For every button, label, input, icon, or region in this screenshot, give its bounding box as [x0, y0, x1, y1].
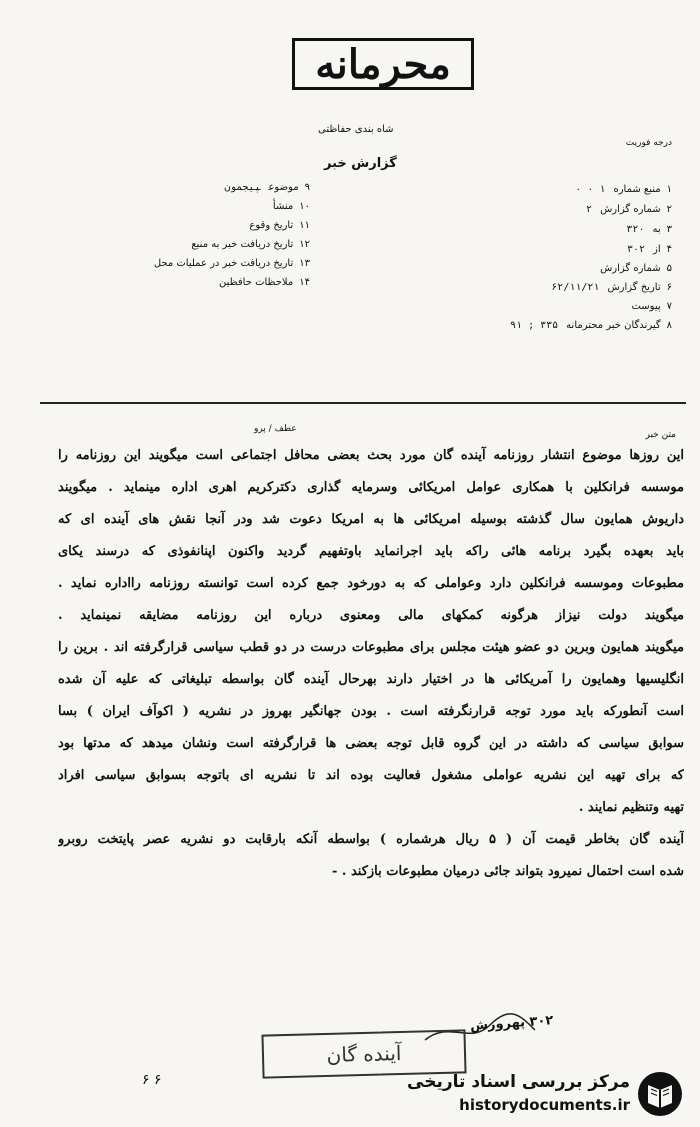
body-line: داریوش همایون سال گذشته بوسیله امریکائی ها به امریکا دعوت شد ودر آنجا نقش های آینده ای که	[58, 512, 684, 527]
body-line: آینده گان بخاطر قیمت آن ( ۵ ریال هرشماره ) بواسطه آنکه بارقابت دو نشریه عصر پایتخت روبرو	[58, 832, 684, 847]
header-fields-left	[40, 178, 310, 292]
header-field: ۱منبع شماره۱ ۰ ۰	[575, 184, 672, 195]
header-field: ۱۴ملاحظات حافظین	[219, 277, 310, 288]
header-field: ۵شماره گزارش	[600, 263, 672, 274]
body-line: است آنطورکه باید مورد توجه قرارنگرفته است . بودن جهانگیر بهروز در نشریه ( اکوآف ایران ) بسا	[58, 704, 684, 719]
body-line: باید بعهده بگیرد برنامه هائی راکه باید اجرانماید باوتفهیم گردید واکنون اپنانفوذی که درسند یکای	[58, 544, 684, 559]
logo-url: historydocuments.ir	[459, 1096, 630, 1114]
bottom-mark: ۶ ۶	[142, 1072, 162, 1088]
body-line: شده است احتمال نمیرود بتواند جائی درمیان مطبوعات بازکند . -	[331, 864, 684, 879]
header-field: ۱۰منشأ	[272, 201, 310, 212]
signature: ۳۰۲ پهرورش	[469, 1013, 554, 1034]
body-line: میگویند همایون وبرین دو عضو هیئت مجلس برای مطبوعات درست در دو قطب سیاسی قرارگرفته اند . برین را	[58, 640, 684, 655]
body-line: این روزها موضوع انتشار روزنامه آینده گان مورد بحث بعضی محافل اجتماعی است میگویند این روزنامه را	[58, 448, 684, 463]
header-field: ۸گیرندگان خبر محترمانه۳۳۵ ; ۹۱	[510, 320, 672, 331]
header-fields-right	[402, 180, 672, 335]
header-field: ۲شماره گزارش۲	[586, 204, 672, 215]
header-field: ۴از۳۰۲	[626, 244, 672, 255]
report-title: گزارش خبر	[324, 156, 397, 171]
logo-name: مرکز بررسی اسناد تاریخی	[407, 1072, 630, 1092]
confidential-stamp	[292, 38, 474, 90]
body-line: مطبوعات وموسسه فرانکلین دارد وعواملی که به دورخود جمع کرده است توانسته روزنامه رااداره نماید .	[58, 576, 684, 591]
header-field: ۱۳تاریخ دریافت خبر در عملیات محل	[153, 258, 310, 269]
header-field: ۷پیوست	[631, 301, 672, 312]
header-field: ۶تاریخ گزارش۶۲/۱۱/۲۱	[551, 282, 672, 293]
confidential-stamp-text: محرمانه	[315, 40, 451, 88]
body-line: انگلیسیها وهمایون را آمریکائی ها در اختیار دارند بهرحال آینده گان بواسطه تبلیغاتی که علیه آن شده	[58, 672, 684, 687]
body-line: تهیه وتنظیم نمایند .	[578, 800, 684, 815]
body-line: موسسه فرانکلین با همکاری عوامل امریکائی وسرمایه گذاری دکترکریم اهری اداره مینماید . میگویند	[58, 480, 684, 495]
body-line: میگویند دولت نیزاز هرگونه کمکهای مالی ومعنوی درباره این روزنامه مضایقه نمینماید .	[58, 608, 684, 623]
header-field: ۳به۳۲۰	[626, 224, 672, 235]
report-body	[58, 440, 684, 888]
reference-label: عطف / پرو	[254, 424, 297, 434]
section-divider	[40, 402, 686, 404]
body-line: سوابق سیاسی که داشته در این گروه قابل توجه بعضی ها قرارگرفته است ونشان میدهد که مدتها بود	[58, 736, 684, 751]
archive-book-icon	[636, 1070, 684, 1118]
header-field: ۱۱تاریخ وقوع	[249, 220, 310, 231]
body-label: متن خبر	[645, 430, 676, 440]
classification-label: شاه بندی حفاظتی	[318, 124, 394, 135]
body-line: که برای تهیه این نشریه عواملی مشغول فعالیت بوده اند تا نشریه ای باتوجه بسوابق سیاسی افراد	[58, 768, 684, 783]
header-field: ۹موضوعپیجمون	[224, 182, 310, 193]
urgency-label: درجه فوریت	[625, 138, 672, 148]
archive-logo	[398, 1070, 684, 1120]
header-field: ۱۲تاریخ دریافت خبر به منبع	[191, 239, 310, 250]
bottom-stamp-text: آینده گان	[326, 1041, 402, 1067]
